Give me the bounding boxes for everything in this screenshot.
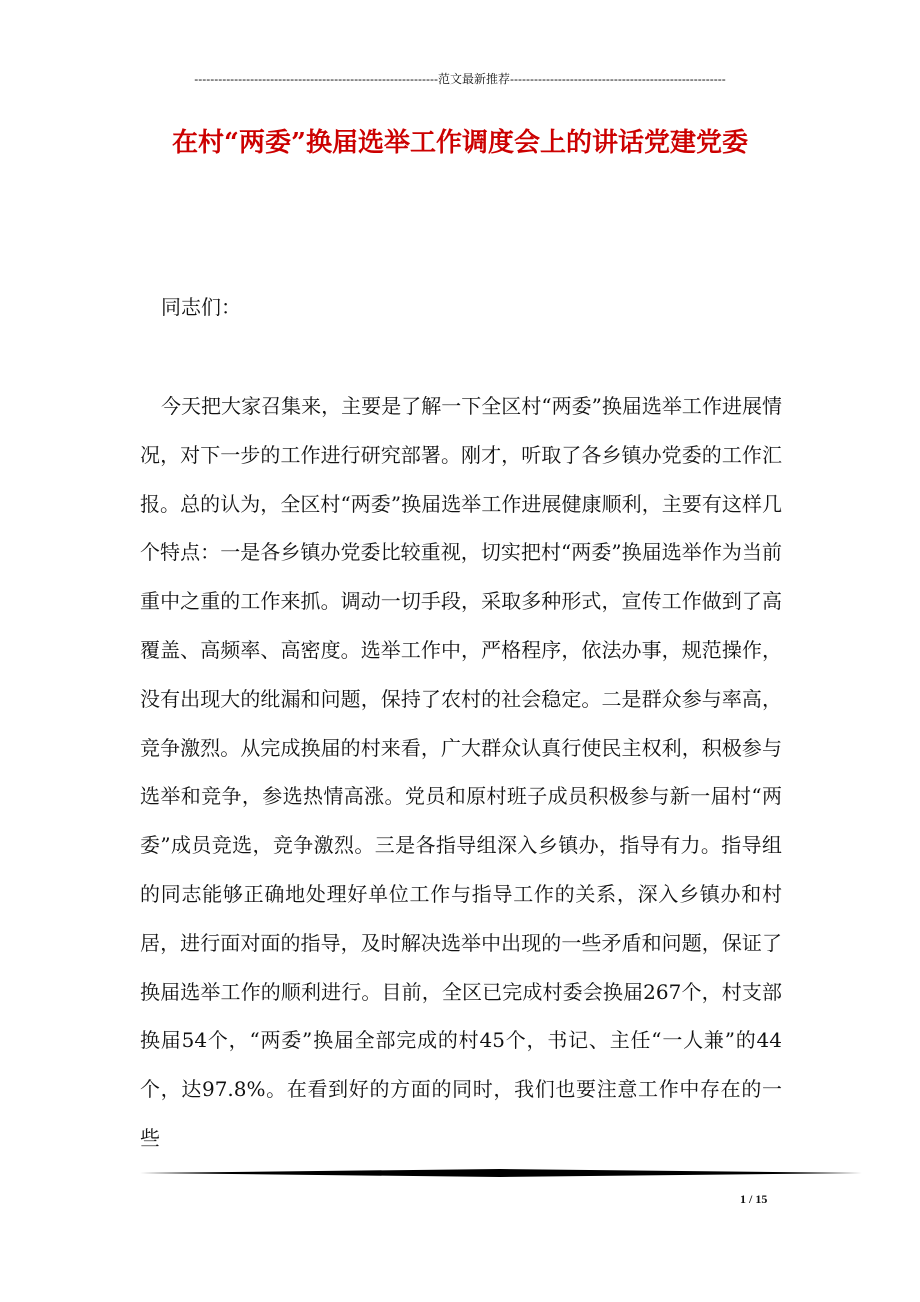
document-title: 在村“两委”换届选举工作调度会上的讲话党建党委 (172, 128, 748, 158)
header-banner: -------------------------------------------------------------范文最新推荐------------------------------------------------------ (194, 72, 726, 86)
page-number: 1 / 15 (740, 1192, 768, 1206)
body-paragraph: 今天把大家召集来，主要是了解一下全区村“两委”换届选举工作进展情况，对下一步的工作进行研究部署。刚才，听取了各乡镇办党委的工作汇报。总的认为，全区村“两委”换届选举工作进展健康顺利，主要有这样几个特点：一是各乡镇办党委比较重视，切实把村“两委”换届选举作为当前重中之重的工作来抓。调动一切手段，采取多种形式，宣传工作做到了高覆盖、高频率、高密度。选举工作中，严格程序，依法办事，规范操作，没有出现大的纰漏和问题，保持了农村的社会稳定。二是群众参与率高，竞争激烈。从完成换届的村来看，广大群众认真行使民主权利，积极参与选举和竞争，参选热情高涨。党员和原村班子成员积极参与新一届村“两委”成员竞选，竞争激烈。三是各指导组深入乡镇办，指导有力。指导组的同志能够正确地处理好单位工作与指导工作的关系，深入乡镇办和村居，进行面对面的指导，及时解决选举中出现的一些矛盾和问题，保证了换届选举工作的顺利进行。目前，全区已完成村委会换届267个，村支部换届54个，“两委”换届全部完成的村45个，书记、主任“一人兼”的44个，达97.8%。在看到好的方面的同时，我们也要注意工作中存在的一些 (140, 394, 782, 1150)
footer-rule (140, 1169, 862, 1177)
salutation: 同志们： (161, 295, 241, 319)
